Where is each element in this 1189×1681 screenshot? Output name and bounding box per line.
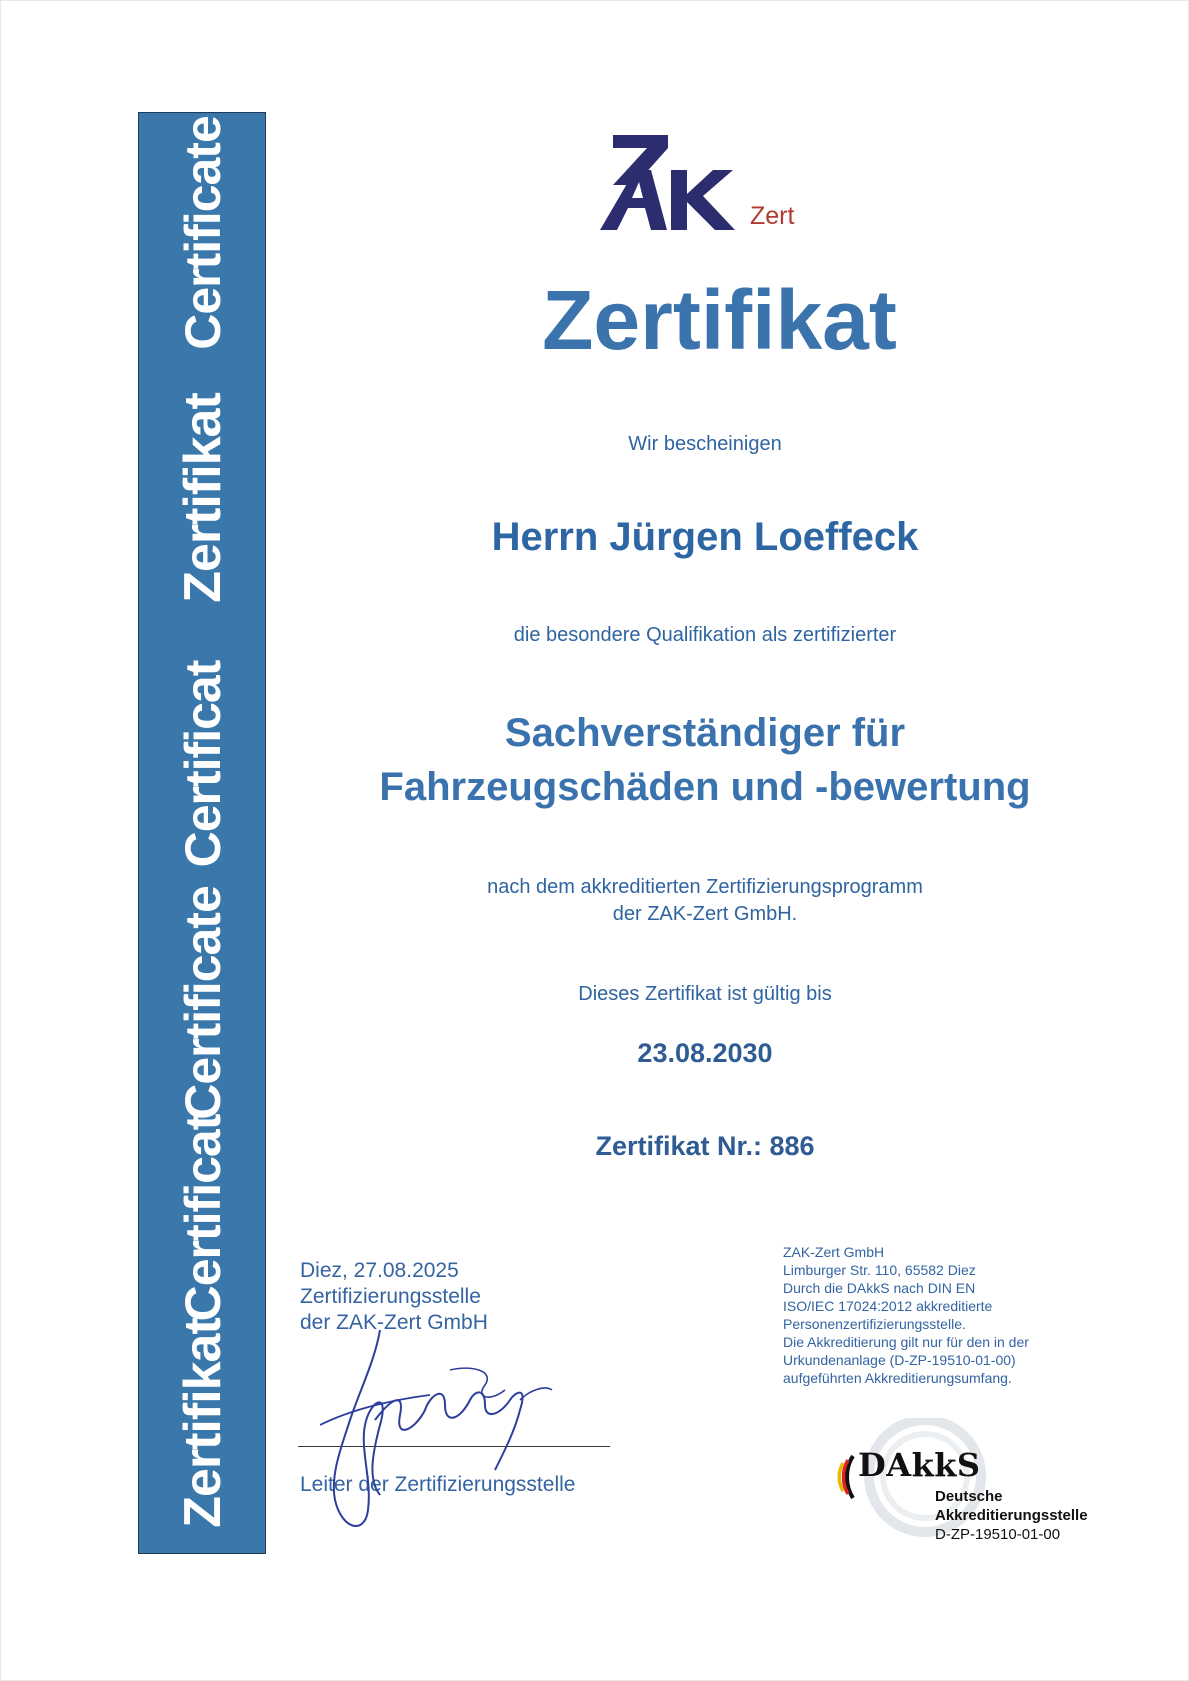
dakks-wordmark: DAkkS: [858, 1446, 981, 1484]
dakks-logo: [825, 1418, 1105, 1558]
info-line: Durch die DAkkS nach DIN EN: [783, 1280, 976, 1296]
certificate-title: Zertifikat: [542, 273, 897, 367]
intro-text: Wir bescheinigen: [628, 433, 782, 455]
qualification-title: [280, 706, 1130, 814]
handwritten-signature: [320, 1330, 560, 1550]
program-line-1: nach dem akkreditierten Zertifizierungsprogramm: [487, 876, 923, 898]
info-line: ISO/IEC 17024:2012 akkreditierte: [783, 1298, 993, 1314]
info-line: Limburger Str. 110, 65582 Diez: [783, 1262, 976, 1278]
qualification-line-1: Sachverständiger für: [504, 711, 906, 755]
issuer-line-3: der ZAK-Zert GmbH: [300, 1311, 488, 1334]
band-word: Certificate: [175, 886, 231, 1120]
validity-date: 23.08.2030: [637, 1038, 773, 1068]
band-word: Certificat: [175, 1114, 231, 1322]
certificate-number: Zertifikat Nr.: 886: [595, 1131, 815, 1161]
info-line: aufgeführten Akkreditierungsumfang.: [783, 1370, 1012, 1386]
band-word: Zertifikat: [174, 1318, 232, 1528]
issuer-line-2: Zertifizierungsstelle: [300, 1285, 481, 1308]
info-line: ZAK-Zert GmbH: [783, 1244, 885, 1260]
band-word: Certificate: [175, 116, 231, 350]
info-line: Urkundenanlage (D-ZP-19510-01-00): [783, 1352, 1016, 1368]
info-line: Personenzertifizierungsstelle.: [783, 1316, 966, 1332]
qualification-lead: die besondere Qualifikation als zertifizierter: [513, 624, 897, 646]
qualification-line-2: Fahrzeugschäden und -bewertung: [379, 765, 1031, 809]
zak-zert-logo: [595, 130, 825, 240]
dakks-line-1: Deutsche: [935, 1488, 1003, 1505]
dakks-line-2: Akkreditierungsstelle: [935, 1507, 1088, 1524]
band-word: Zertifikat: [174, 393, 232, 603]
zak-logo-mark: [595, 130, 755, 235]
issuer-block: [300, 1258, 620, 1336]
validity-label: Dieses Zertifikat ist gültig bis: [578, 983, 832, 1005]
info-line: Die Akkreditierung gilt nur für den in der: [783, 1334, 1029, 1350]
dakks-accreditation-number: D-ZP-19510-01-00: [935, 1526, 1061, 1543]
issuer-info: [783, 1243, 1083, 1387]
program-text: [280, 874, 1130, 928]
band-word: Certificat: [175, 660, 231, 868]
logo-suffix: Zert: [750, 202, 795, 230]
recipient-name: Herrn Jürgen Loeffeck: [491, 515, 919, 559]
signature-caption: Leiter der Zertifizierungsstelle: [300, 1473, 576, 1496]
issuer-place-date: Diez, 27.08.2025: [300, 1259, 459, 1282]
program-line-2: der ZAK-Zert GmbH.: [612, 903, 798, 925]
